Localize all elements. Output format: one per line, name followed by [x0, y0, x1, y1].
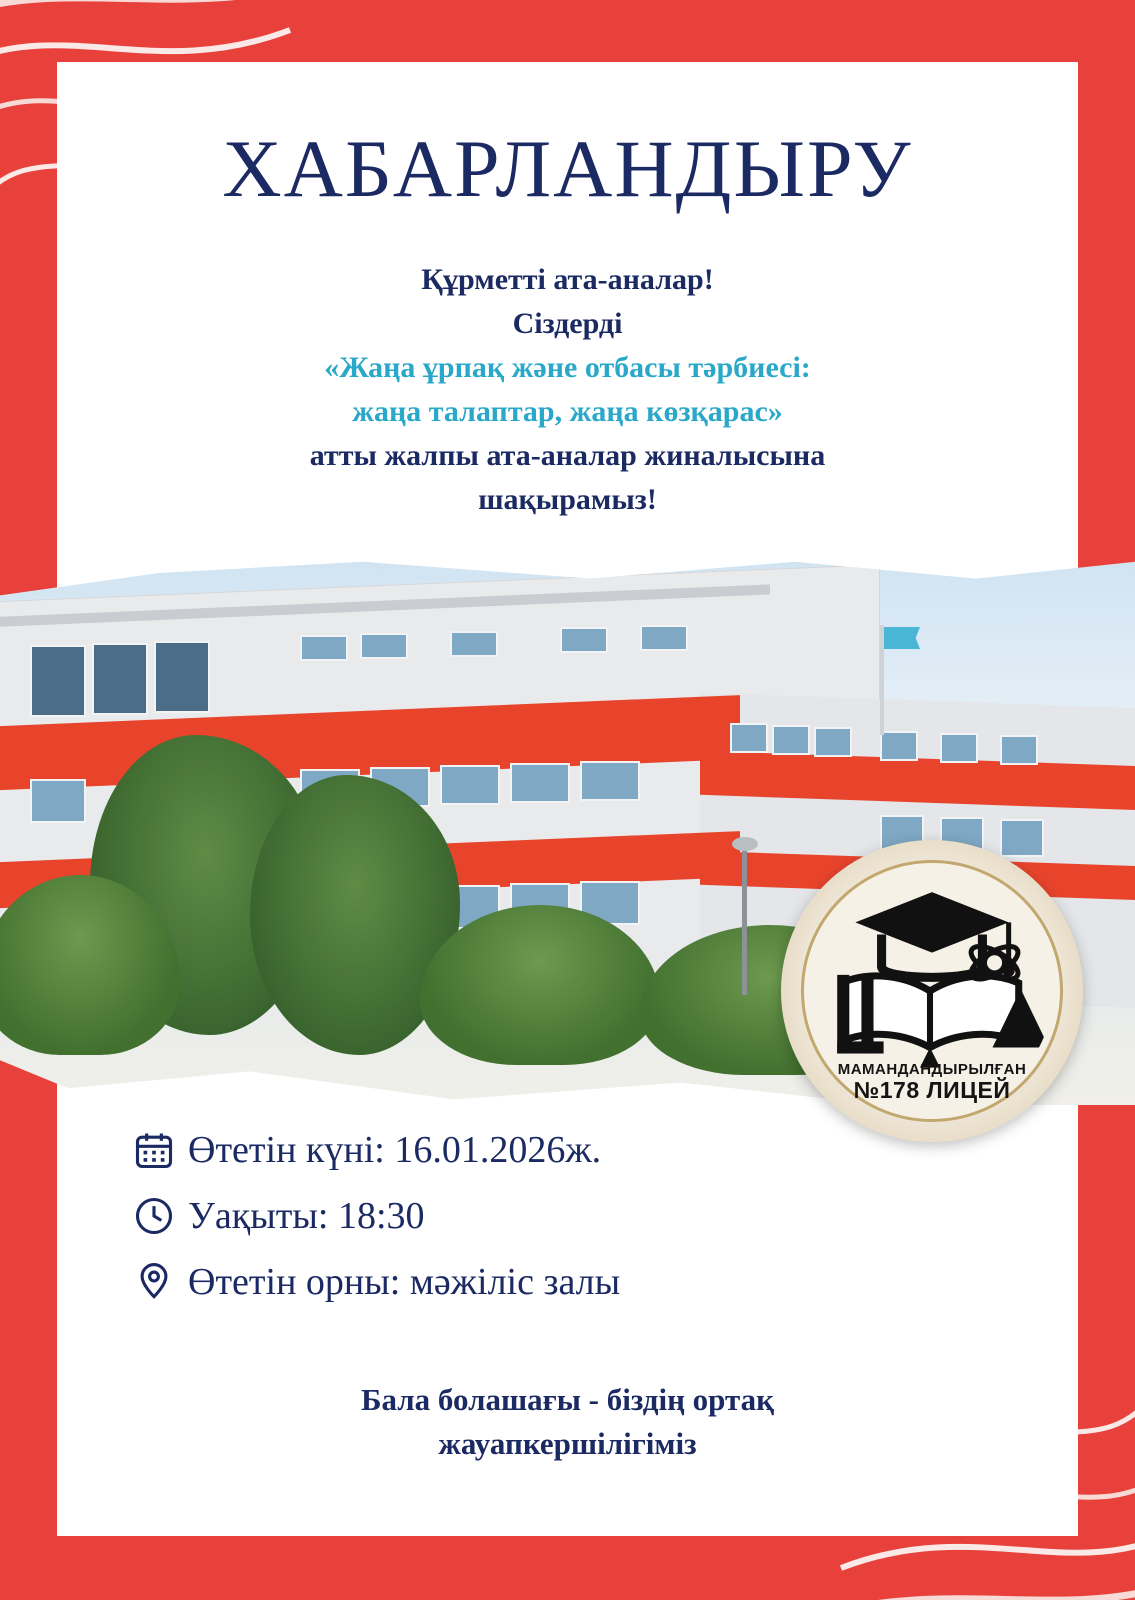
- building-window: [30, 779, 86, 823]
- logo-text-bottom: №178 ЛИЦЕЙ: [853, 1077, 1011, 1103]
- intro-line-1: Құрметті ата-аналар!: [421, 263, 714, 296]
- building-window: [450, 631, 498, 657]
- intro-line-3: атты жалпы ата-аналар жиналысына: [309, 439, 826, 472]
- logo-text-top: МАМАНДАНДЫРЫЛҒАН: [837, 1061, 1027, 1078]
- building-window: [940, 733, 978, 763]
- building-window: [772, 725, 810, 755]
- building-window: [1000, 735, 1038, 765]
- detail-row-place: [132, 1260, 892, 1304]
- intro-quote-line-1: «Жаңа ұрпақ және отбасы тәрбиесі:: [324, 351, 811, 384]
- intro-line-4: шақырамыз!: [478, 483, 657, 516]
- slogan-line-1: Бала болашағы - біздің ортақ: [361, 1382, 774, 1417]
- lamp-head: [732, 837, 758, 851]
- detail-time-text: Уақыты: 18:30: [188, 1195, 425, 1237]
- detail-place-text: Өтетін орны: мәжіліс залы: [188, 1261, 621, 1303]
- building-window: [560, 627, 608, 653]
- flag-pole: [880, 625, 884, 735]
- building-window: [360, 633, 408, 659]
- building-window: [640, 625, 688, 651]
- detail-row-date: [132, 1128, 892, 1172]
- building-window: [510, 763, 570, 803]
- building-window: [1000, 819, 1044, 857]
- slogan: [0, 1378, 1135, 1466]
- detail-date-text: Өтетін күні: 16.01.2026ж.: [188, 1129, 602, 1171]
- lamp-post: [742, 845, 747, 995]
- building-window: [880, 731, 918, 761]
- building-window: [30, 645, 86, 717]
- page-title: ХАБАРЛАНДЫРУ: [222, 123, 913, 214]
- intro-line-2: Сіздерді: [512, 307, 623, 340]
- building-window: [92, 643, 148, 715]
- building-window: [300, 635, 348, 661]
- event-details: [132, 1128, 892, 1326]
- detail-row-time: [132, 1194, 892, 1238]
- clock-icon: [132, 1194, 188, 1238]
- building-window: [580, 761, 640, 801]
- building-window: [440, 765, 500, 805]
- building-window: [154, 641, 210, 713]
- building-window: [730, 723, 768, 753]
- location-pin-icon: [132, 1260, 188, 1304]
- flag-icon: [884, 627, 920, 649]
- calendar-icon: [132, 1128, 188, 1172]
- school-logo: [781, 840, 1083, 1142]
- intro-text: [0, 258, 1135, 522]
- intro-quote-line-2: жаңа талаптар, жаңа көзқарас»: [352, 395, 783, 428]
- building-window: [814, 727, 852, 757]
- slogan-line-2: жауапкершілігіміз: [438, 1426, 697, 1461]
